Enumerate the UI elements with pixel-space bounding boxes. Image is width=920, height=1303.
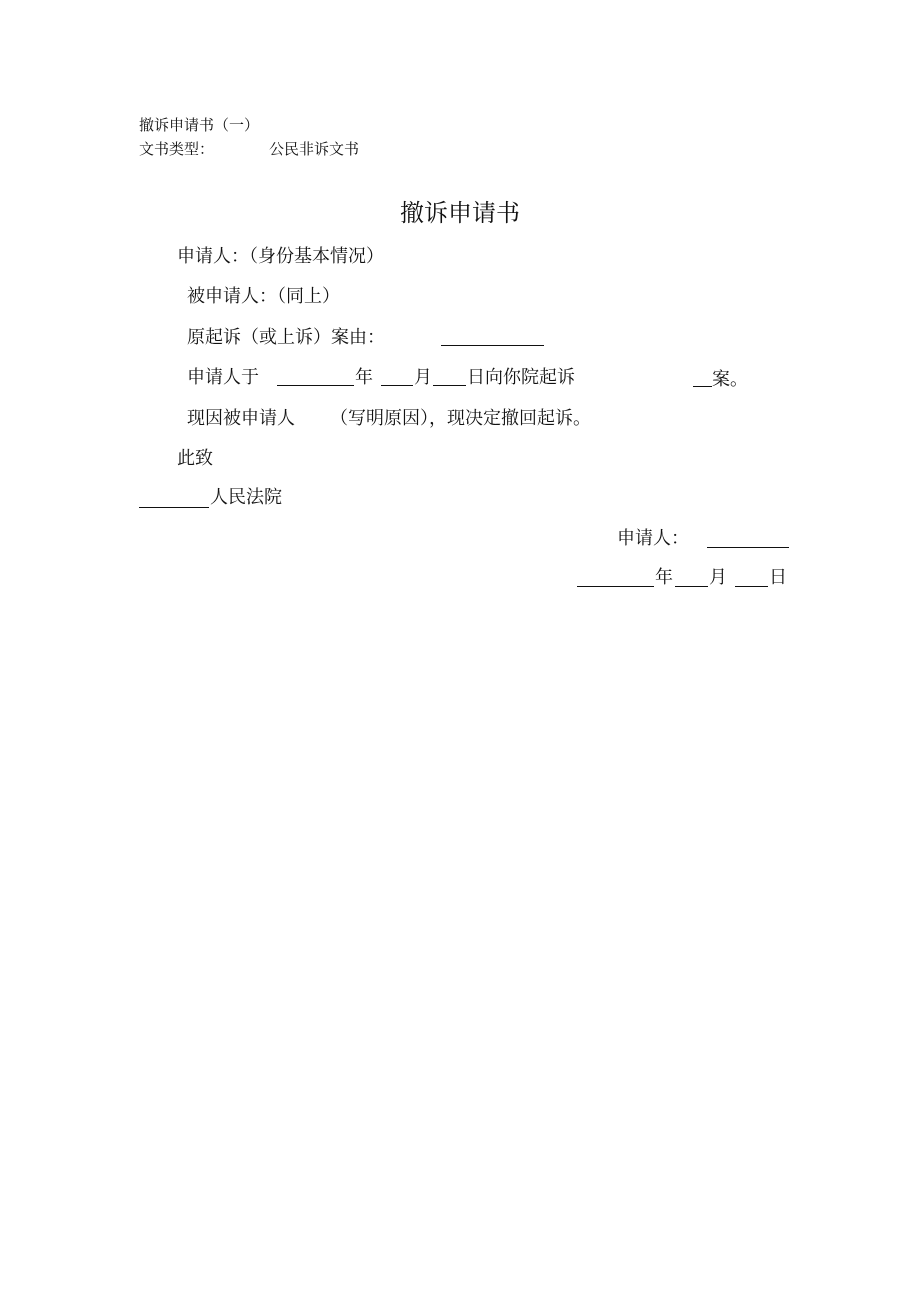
filing-month-blank[interactable]	[381, 368, 413, 386]
filing-year-char: 年	[355, 367, 373, 388]
signature-day-blank[interactable]	[735, 568, 768, 587]
salutation: 此致	[177, 448, 213, 469]
signature-applicant-label: 申请人：	[617, 528, 689, 549]
signature-day-char: 日	[769, 567, 787, 588]
reason-part-1: 现因被申请人	[187, 408, 295, 429]
signature-month-char: 月	[709, 567, 727, 588]
document-type-label: 文书类型：	[139, 140, 215, 158]
filing-month-char: 月	[414, 367, 432, 388]
filing-middle: 日向你院起诉	[467, 367, 575, 388]
document-type-value: 公民非诉文书	[269, 140, 360, 158]
document-title: 撤诉申请书	[400, 199, 520, 227]
filing-day-blank[interactable]	[433, 368, 466, 386]
court-blank[interactable]	[139, 489, 209, 508]
court-suffix: 人民法院	[210, 487, 282, 508]
signature-month-blank[interactable]	[675, 568, 708, 587]
document-name: 撤诉申请书（一）	[139, 116, 260, 134]
reason-part-2: （写明原因），现决定撤回起诉。	[330, 408, 591, 429]
applicant-line: 申请人：（身份基本情况）	[177, 246, 384, 267]
case-blank[interactable]	[693, 368, 712, 387]
cause-label: 原起诉（或上诉）案由：	[187, 327, 385, 348]
respondent-line: 被申请人：（同上）	[187, 286, 340, 307]
filing-year-blank[interactable]	[277, 368, 354, 386]
signature-year-char: 年	[655, 567, 673, 588]
case-suffix: 案。	[712, 369, 748, 390]
filing-prefix: 申请人于	[187, 367, 259, 388]
signature-applicant-blank[interactable]	[707, 529, 789, 548]
signature-year-blank[interactable]	[577, 568, 654, 587]
cause-blank[interactable]	[441, 328, 544, 346]
